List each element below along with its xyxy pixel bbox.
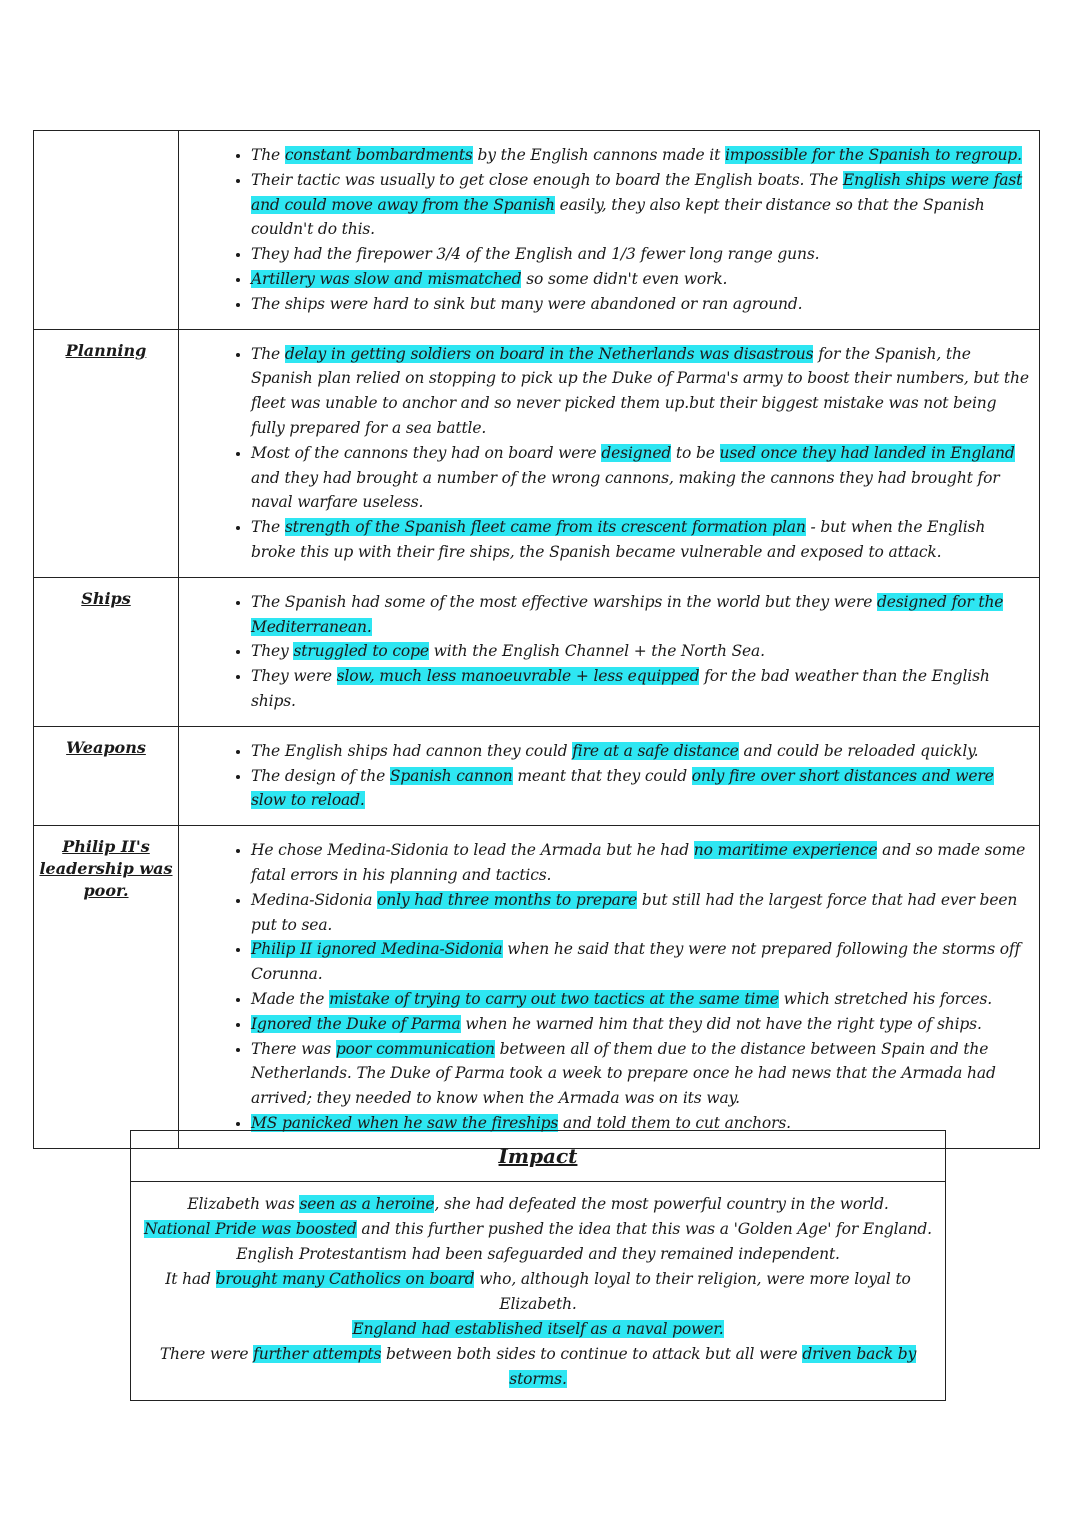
text-segment: They were xyxy=(251,667,337,686)
bullet-list xyxy=(179,143,1029,317)
list-item xyxy=(251,888,1029,938)
highlighted-text: further attempts xyxy=(253,1345,382,1363)
text-segment: He chose Medina-Sidonia to lead the Armada but he had xyxy=(251,841,694,860)
text-segment: when he said that they were not prepared following the storms off Corunna. xyxy=(251,940,1021,984)
list-item xyxy=(251,739,1029,764)
text-segment: by the English cannons made it xyxy=(472,146,725,164)
table-row xyxy=(34,726,1040,825)
row-content-cell xyxy=(179,131,1040,330)
highlighted-text: used once they had landed in England xyxy=(719,443,1015,462)
row-label: Ships xyxy=(81,588,131,608)
text-segment: and they had brought a number of the wrong cannons, making the cannons they had brought for naval warfare useless. xyxy=(251,468,1000,512)
highlighted-text: delay in getting soldiers on board in the Netherlands was disastrous xyxy=(284,344,814,363)
row-content-cell xyxy=(179,726,1040,825)
text-segment: between all of them due to the distance between Spain and the Netherlands. The Duke of Parma took a week to prepare once he had news that the Armada had arrived; they needed to know when the Armada was on its way. xyxy=(251,1039,996,1108)
bullet-list xyxy=(179,739,1029,813)
impact-header xyxy=(131,1131,945,1182)
text-segment: but still had the largest force that had ever been put to sea. xyxy=(251,890,1018,934)
text-segment: Most of the cannons they had on board were xyxy=(251,443,602,462)
impact-box xyxy=(130,1130,946,1401)
impact-body xyxy=(131,1182,945,1400)
text-segment: and told them to cut anchors. xyxy=(558,1113,791,1132)
list-item xyxy=(251,838,1029,888)
list-item xyxy=(251,242,1029,267)
impact-line xyxy=(137,1267,939,1317)
text-segment: easily, they also kept their distance so that the Spanish couldn't do this. xyxy=(251,195,985,239)
text-segment: - but when the English broke this up with their fire ships, the Spanish became vulnerable and exposed to attack. xyxy=(251,518,986,561)
list-item xyxy=(251,590,1029,640)
text-segment: for the Spanish, the Spanish plan relied on stopping to pick up the Duke of Parma's army to boost their numbers, but the fleet was unable to anchor and so never picked them up.but their biggest mistake was not being fully prepared for a sea battle. xyxy=(251,344,1029,437)
text-segment: when he warned him that they did not have the right type of ships. xyxy=(460,1014,982,1033)
text-segment: English Protestantism had been safeguarded and they remained independent. xyxy=(236,1245,840,1263)
text-segment: , she had defeated the most powerful country in the world. xyxy=(434,1195,889,1213)
highlighted-text: Artillery was slow and mismatched xyxy=(251,269,522,288)
text-segment: The xyxy=(251,518,285,537)
impact-line xyxy=(137,1317,939,1342)
text-segment: The design of the xyxy=(251,766,390,785)
text-segment: The Spanish had some of the most effective warships in the world but they were xyxy=(251,592,877,611)
row-label-cell xyxy=(34,131,179,330)
bullet-list xyxy=(179,342,1029,565)
text-segment: The English ships had cannon they could xyxy=(251,741,573,760)
highlighted-text: England had established itself as a naval power. xyxy=(352,1320,724,1338)
notes-table xyxy=(33,130,1040,1149)
text-segment: who, although loyal to their religion, were more loyal to Elizabeth. xyxy=(474,1270,911,1313)
highlighted-text: constant bombardments xyxy=(284,146,473,164)
list-item xyxy=(251,168,1029,242)
notes-table-body xyxy=(34,131,1040,1149)
highlighted-text: struggled to cope xyxy=(293,642,429,661)
bullet-list xyxy=(179,590,1029,714)
highlighted-text: mistake of trying to carry out two tactics at the same time xyxy=(329,989,779,1008)
text-segment: The xyxy=(251,344,285,363)
text-segment: between both sides to continue to attack but all were xyxy=(381,1345,803,1363)
highlighted-text: slow, much less manoeuvrable + less equipped xyxy=(336,667,700,686)
highlighted-text: only had three months to prepare xyxy=(377,890,638,909)
impact-line xyxy=(137,1217,939,1242)
text-segment: which stretched his forces. xyxy=(778,989,993,1008)
text-segment: so some didn't even work. xyxy=(521,269,728,288)
text-segment: There was xyxy=(251,1039,336,1058)
list-item xyxy=(251,764,1029,814)
impact-line xyxy=(137,1342,939,1392)
row-content-cell xyxy=(179,826,1040,1149)
row-label-cell xyxy=(34,577,179,726)
highlighted-text: impossible for the Spanish to regroup. xyxy=(724,146,1022,164)
highlighted-text: strength of the Spanish fleet came from its crescent formation plan xyxy=(284,518,806,537)
text-segment: There were xyxy=(159,1345,254,1363)
highlighted-text: only fire over short distances and were slow to reload. xyxy=(251,766,994,810)
text-segment: It had xyxy=(165,1270,216,1288)
highlighted-text: designed xyxy=(601,443,672,462)
row-label-cell xyxy=(34,329,179,577)
row-label: Planning xyxy=(65,340,147,360)
list-item xyxy=(251,342,1029,441)
list-item xyxy=(251,143,1029,168)
impact-title: Impact xyxy=(498,1144,578,1168)
list-item xyxy=(251,267,1029,292)
list-item xyxy=(251,937,1029,987)
table-row xyxy=(34,577,1040,726)
text-segment: The ships were hard to sink but many were abandoned or ran aground. xyxy=(251,294,803,313)
text-segment: Elizabeth was xyxy=(187,1195,300,1213)
highlighted-text: no maritime experience xyxy=(693,841,878,860)
list-item xyxy=(251,292,1029,317)
highlighted-text: MS panicked when he saw the fireships xyxy=(251,1113,559,1132)
list-item xyxy=(251,1037,1029,1111)
row-content-cell xyxy=(179,329,1040,577)
text-segment: for the bad weather than the English ships. xyxy=(251,667,990,710)
table-row xyxy=(34,329,1040,577)
highlighted-text: fire at a safe distance xyxy=(572,741,739,760)
row-label-cell xyxy=(34,826,179,1149)
highlighted-text: English ships were fast and could move away from the Spanish xyxy=(251,170,1023,214)
list-item xyxy=(251,1012,1029,1037)
text-segment: and could be reloaded quickly. xyxy=(738,741,979,760)
list-item xyxy=(251,664,1029,714)
bullet-list xyxy=(179,838,1029,1136)
highlighted-text: poor communication xyxy=(335,1039,495,1058)
highlighted-text: Spanish cannon xyxy=(389,766,513,785)
row-label-cell xyxy=(34,726,179,825)
table-row xyxy=(34,131,1040,330)
highlighted-text: brought many Catholics on board xyxy=(215,1270,475,1288)
highlighted-text: Ignored the Duke of Parma xyxy=(251,1014,461,1033)
list-item xyxy=(251,441,1029,515)
list-item xyxy=(251,639,1029,664)
list-item xyxy=(251,987,1029,1012)
highlighted-text: National Pride was boosted xyxy=(144,1220,357,1238)
impact-line xyxy=(137,1242,939,1267)
row-content-cell xyxy=(179,577,1040,726)
text-segment: and so made some fatal errors in his planning and tactics. xyxy=(251,841,1026,884)
text-segment: Made the xyxy=(251,989,330,1008)
text-segment: meant that they could xyxy=(512,766,692,785)
text-segment: The xyxy=(251,146,285,164)
highlighted-text: seen as a heroine xyxy=(299,1195,435,1213)
text-segment: Their tactic was usually to get close enough to board the English boats. The xyxy=(251,170,843,189)
list-item xyxy=(251,515,1029,565)
text-segment: They had the firepower 3/4 of the English and 1/3 fewer long range guns. xyxy=(251,245,820,264)
highlighted-text: Philip II ignored Medina-Sidonia xyxy=(251,940,503,959)
text-segment: to be xyxy=(671,443,720,462)
text-segment: with the English Channel + the North Sea. xyxy=(428,642,765,661)
impact-line xyxy=(137,1192,939,1217)
text-segment: and this further pushed the idea that this was a 'Golden Age' for England. xyxy=(356,1220,932,1238)
text-segment: Medina-Sidonia xyxy=(251,890,378,909)
highlighted-text: driven back by storms. xyxy=(509,1345,917,1388)
row-label: Weapons xyxy=(66,737,146,757)
highlighted-text: designed for the Mediterranean. xyxy=(251,592,1004,636)
text-segment: They xyxy=(251,642,294,661)
row-label: Philip II's leadership was poor. xyxy=(39,837,173,901)
table-row xyxy=(34,826,1040,1149)
